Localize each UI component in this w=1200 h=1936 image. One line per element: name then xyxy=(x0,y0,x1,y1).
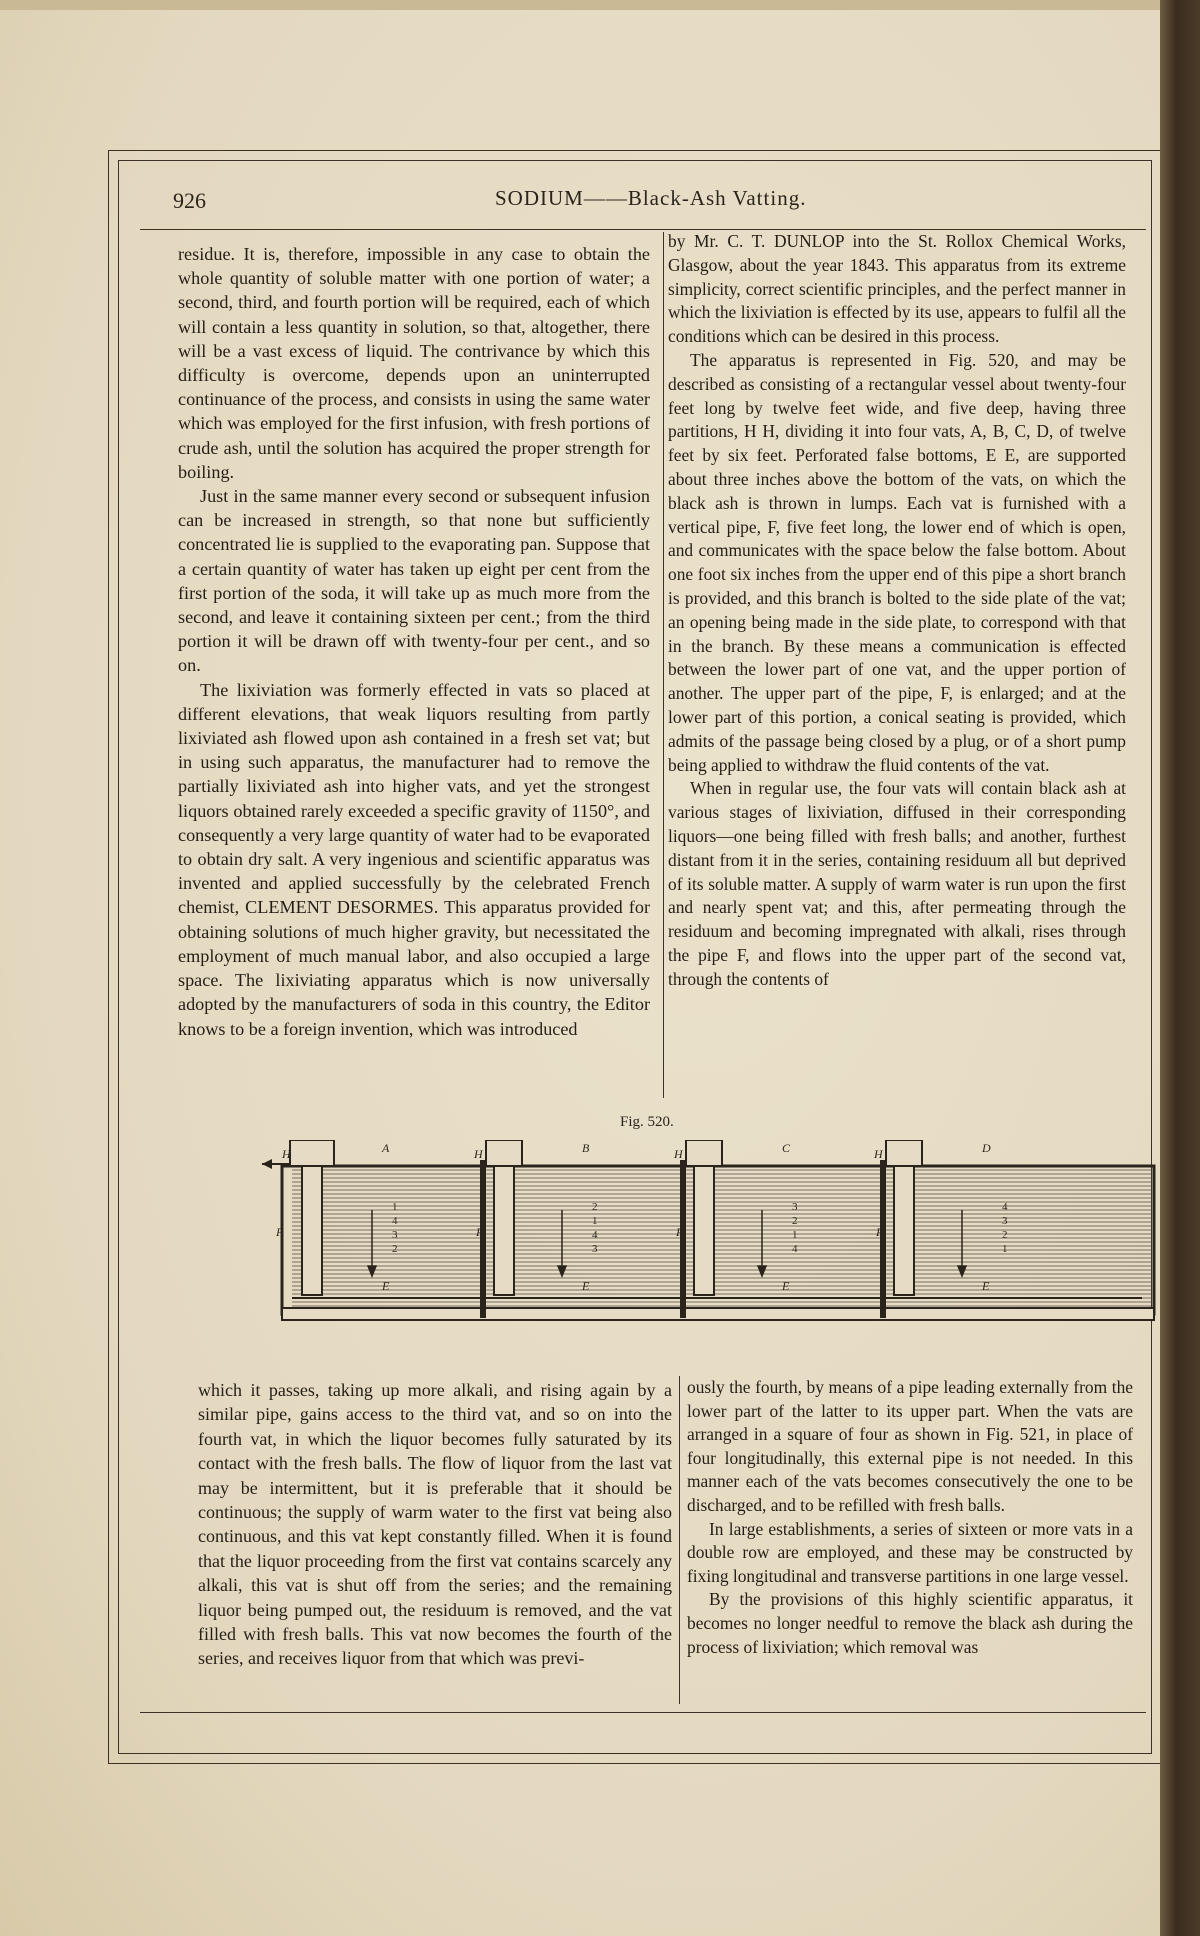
vat-label-d: D xyxy=(982,1141,991,1155)
paragraph: The lixiviation was formerly effected in vats so placed at different elevations, that weak liquors resulting from partly lixiviated ash flowed upon ash contained in a fresh set vat; but in using such apparatus, the manufacturer had to remove the partially lixiviated ash into higher vats, and yet the strongest liquors obtained rarely exceeded a specific gravity of 1150°, and consequently a very large quantity of water had to be evaporated to obtain dry salt. A very ingenious and scientific apparatus was invented and applied successfully by the celebrated French chemist, CLEMENT DESORMES. This apparatus provided for obtaining solutions of much higher gravity, but necessitated the employment of much manual labor, and also occupied a large space. The lixiviating apparatus which is now universally adopted by the manufacturers of soda in this country, the Editor knows to be a foreign invention, which was introduced xyxy=(178,679,650,1039)
vat-number: 3 xyxy=(592,1243,598,1255)
paragraph: By the provisions of this highly scientific apparatus, it becomes no longer needful to remove the black ash during the process of lixiviation; which removal was xyxy=(687,1589,1133,1657)
paragraph: residue. It is, therefore, impossible in any case to obtain the whole quantity of soluble matter with one portion of water; a second, third, and fourth portion will be required, each of which will contain a less quantity in solution, so that, altogether, there will be a vast excess of liquid. The contrivance by which this difficulty is overcome, depends upon an uninterrupted continuance of the process, and consists in using the same water which was employed for the first infusion, with fresh portions of crude ash, until the solution has acquired the proper strength for boiling. xyxy=(178,244,650,482)
book-spine xyxy=(1160,0,1200,1936)
vat-number: 2 xyxy=(792,1215,798,1227)
false-bottom-label: E xyxy=(382,1279,390,1293)
text-column-bottom-right xyxy=(687,1376,1133,1659)
false-bottom-label: E xyxy=(582,1279,590,1293)
paragraph: The apparatus is represented in Fig. 520, and may be described as consisting of a rectangular vessel about twenty-four feet long by twelve feet wide, and five deep, having three partitions, H H, dividing it into four vats, A, B, C, D, of twelve feet by six feet. Perforated false bottoms, E E, are supported about three inches above the bottom of the vats, on which the black ash is thrown in lumps. Each vat is furnished with a vertical pipe, F, five feet long, the lower end of which is open, and communicates with the space below the false bottom. About one foot six inches from the upper end of this pipe a short branch is provided, and this branch is bolted to the side plate of the vat; an opening being made in the side plate, to correspond with that in the branch. By these means a communication is effected between the lower part of one vat, and the upper portion of another. The upper part of the pipe, F, is enlarged; and at the lower part of this portion, a conical seating is provided, which admits of the passage being closed by a plug, or of a short pump being applied to withdraw the fluid contents of the vat. xyxy=(668,349,1126,775)
vat-number: 4 xyxy=(792,1243,798,1255)
text-column-top-left xyxy=(178,242,650,1041)
vat-number: 1 xyxy=(592,1215,598,1227)
paragraph: In large establishments, a series of sixteen or more vats in a double row are employed, and these may be constructed by fixing longitudinal and transverse partitions in one large vessel. xyxy=(687,1518,1133,1586)
page-edge xyxy=(0,0,1160,10)
vat-number: 3 xyxy=(792,1201,798,1213)
pipe-label: F xyxy=(876,1225,884,1239)
column-rule xyxy=(663,232,664,1098)
vat-number: 3 xyxy=(392,1229,398,1241)
vat-label-a: A xyxy=(382,1141,390,1155)
false-bottom-label: E xyxy=(782,1279,790,1293)
false-bottom-label: E xyxy=(982,1279,990,1293)
vat-number: 3 xyxy=(1002,1215,1008,1227)
partition-label: H xyxy=(282,1147,291,1161)
text-column-top-right xyxy=(668,230,1126,992)
apparatus-diagram xyxy=(262,1140,1162,1370)
paragraph: by Mr. C. T. DUNLOP into the St. Rollox Chemical Works, Glasgow, about the year 1843. This apparatus from its extreme simplicity, correct scientific principles, and the perfect manner in which the lixiviation is effected by its use, appears to fulfil all the conditions which can be desired in this process. xyxy=(668,231,1126,347)
text-column-bottom-left xyxy=(198,1378,672,1671)
running-head: SODIUM——Black-Ash Vatting. xyxy=(495,186,807,210)
page-header xyxy=(165,182,1130,216)
vat-label-b: B xyxy=(582,1141,590,1155)
vat-number: 4 xyxy=(1002,1201,1008,1213)
vat-number: 2 xyxy=(1002,1229,1008,1241)
pipe-label: F xyxy=(476,1225,484,1239)
partition-label: H xyxy=(874,1147,883,1161)
paragraph: ously the fourth, by means of a pipe leading externally from the lower part of the latter to its upper part. When the vats are arranged in a square of four as shown in Fig. 521, in place of four longitudinally, this external pipe is not needed. In this manner each of the vats becomes consecutively the one to be discharged, and to be refilled with fresh balls. xyxy=(687,1377,1133,1515)
vat-number: 2 xyxy=(592,1201,598,1213)
pipe-label: F xyxy=(276,1225,284,1239)
paragraph: Just in the same manner every second or subsequent infusion can be increased in strength, so that none but sufficiently concentrated lie is supplied to the evaporating pan. Suppose that a certain quantity of water has taken up eight per cent from the first portion of the soda, it will take up as much more from the second, and leave it containing sixteen per cent.; from the third portion it will be drawn off with twenty-four per cent., and so on. xyxy=(178,486,650,676)
figure-caption: Fig. 520. xyxy=(620,1114,674,1130)
vat-number: 4 xyxy=(592,1229,598,1241)
vat-label-c: C xyxy=(782,1141,791,1155)
vat-number: 1 xyxy=(792,1229,798,1241)
footer-rule xyxy=(140,1712,1146,1713)
column-rule xyxy=(679,1376,680,1704)
vat-number: 1 xyxy=(392,1201,398,1213)
paragraph: which it passes, taking up more alkali, and rising again by a similar pipe, gains access to the third vat, and so on into the fourth vat, in which the liquor becomes fully saturated by its contact with the fresh balls. The flow of liquor from the last vat may be intermittent, but it is preferable that it should be continuous; the supply of warm water to the first vat being also continuous, and this vat kept constantly filled. When it is found that the liquor proceeding from the first vat contains scarcely any alkali, this vat is shut off from the series; and the remaining liquor being pumped out, the residuum is removed, and the vat filled with fresh balls. This vat now becomes the fourth of the series, and receives liquor from that which was previ- xyxy=(198,1380,672,1669)
pipe-label: F xyxy=(676,1225,684,1239)
paragraph: When in regular use, the four vats will contain black ash at various stages of lixiviation, diffused in their corresponding liquors—one being filled with fresh balls; and another, furthest distant from it in the series, containing residuum all but deprived of its soluble matter. A supply of warm water is run upon the first and nearly spent vat; and this, after permeating through the residuum and becoming impregnated with alkali, rises through the pipe F, and flows into the upper part of the second vat, through the contents of xyxy=(668,778,1126,989)
vat-number: 1 xyxy=(1002,1243,1008,1255)
partition-label: H xyxy=(474,1147,483,1161)
lixiviation-apparatus-figure xyxy=(262,1140,1162,1375)
vat-number: 4 xyxy=(392,1215,398,1227)
partition-label: H xyxy=(674,1147,683,1161)
vat-number: 2 xyxy=(392,1243,398,1255)
page-number: 926 xyxy=(173,188,206,213)
